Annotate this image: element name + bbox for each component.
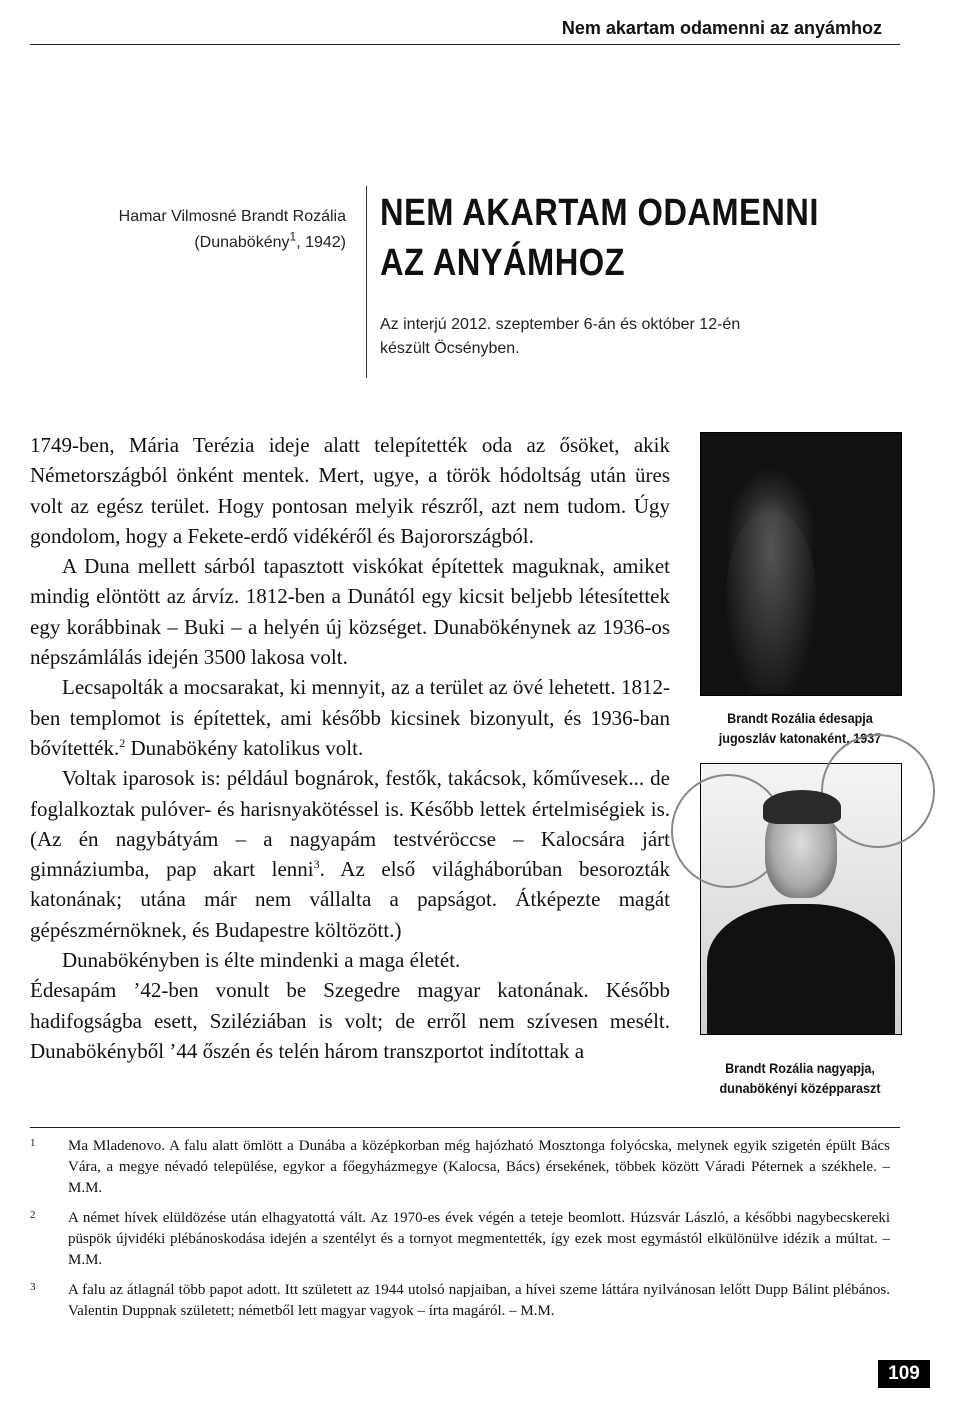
- footnote-number: 2: [30, 1209, 36, 1221]
- author-name: Hamar Vilmosné Brandt Rozália: [118, 208, 346, 225]
- photo-figure: [726, 513, 816, 693]
- page-number: 109: [878, 1360, 930, 1388]
- photo-caption-2: [699, 1058, 901, 1098]
- footnotes: [30, 1136, 890, 1331]
- footnote-text: A német hívek elüldözése után elhagyatottá vált. Az 1970-es évek végén a teteje beomlott. Húzsvár László, a későbbi nagybecskereki püspök újvidéki plébánoskodása idején a szentélyt és a tornyot megmentették, így ezek most egymástól elkülönülve idézik a múltat. – M.M.: [68, 1210, 890, 1268]
- title-line-1: NEM AKARTAM ODAMENNI: [380, 192, 819, 234]
- paragraph-5: Dunabökényben is élte mindenki a maga életét.: [62, 948, 461, 973]
- author-origin: (Dunabökény$^1$, 1942): [194, 229, 346, 251]
- portrait-shoulders: [707, 904, 895, 1034]
- footnote-rule: [30, 1127, 900, 1128]
- article-title: [380, 188, 862, 288]
- paragraph-2: A Duna mellett sárból tapasztott viskókat építettek maguknak, amiket mindig elöntött az árvíz. 1812-ben a Dunától egy kicsit beljebb létesítettek egy korábbinak – Buki – a helyén új községet. Dunabökénynek az 1936-os népszámlálás idején 3500 lakosa volt.: [30, 554, 670, 670]
- footnote-3: [30, 1280, 890, 1322]
- footnote-1: [30, 1136, 890, 1199]
- footnote-2: [30, 1208, 890, 1271]
- title-divider: [366, 186, 367, 378]
- photo-father-soldier: [700, 432, 902, 696]
- interview-note: [380, 313, 860, 361]
- stamp-mark: [821, 734, 935, 848]
- portrait-hair: [763, 790, 841, 824]
- paragraph-6: Édesapám ’42-ben vonult be Szegedre magyar katonának. Később hadifogságba esett, Sziléziában is volt; de erről nem szívesen mesélt. Dunabökényből ’44 őszén és telén három transzportot indítottak a: [30, 978, 670, 1063]
- paragraph-1: 1749-ben, Mária Terézia ideje alatt telepítették oda az ősöket, akik Németországból önként mentek. Mert, ugye, a török hódoltság után üres volt az egész terület. Hogy pontosan melyik részről, azt nem tudom. Úgy gondolom, hogy a Fekete-erdő vidékéről és Bajorországból.: [30, 433, 670, 548]
- header-rule: [30, 44, 900, 45]
- footnote-number: 3: [30, 1281, 36, 1293]
- paragraph-3: Lecsapolták a mocsarakat, ki mennyit, az a terület az övé lehetett. 1812-ben templomot is építettek, ami később kicsinek bizonyult, és 1936-ban bővítették.$^2$ Dunabökény katolikus volt.: [30, 675, 670, 760]
- photo-grandfather-portrait: [700, 763, 902, 1035]
- title-line-2: AZ ANYÁMHOZ: [380, 242, 625, 284]
- footnote-text: A falu az átlagnál több papot adott. Itt született az 1944 utolsó napjaiban, a hívei szeme láttára nyilvánosan lelőtt Dupp Bálint plébános. Valentin Duppnak született; németből lett magyar vagyok – írta magáról. – M.M.: [68, 1282, 890, 1319]
- interview-note-line-2: készült Öcsényben.: [380, 340, 520, 357]
- footnote-text: Ma Mladenovo. A falu alatt ömlött a Dunába a középkorban még hajózható Mosztonga folyócska, melynek egyik szigetén épült Bács Vára, a megye névadó települése, egykor a főegyházmegye (Kalocsa, Bács) érsekének, többek között Váradi Péternek a székhele. – M.M.: [68, 1138, 890, 1196]
- footnote-ref-3[interactable]: 3: [313, 857, 320, 872]
- caption-1-line-1: Brandt Rozália édesapja: [727, 710, 873, 726]
- footnote-ref-2[interactable]: 2: [119, 735, 126, 750]
- footnote-number: 1: [30, 1137, 36, 1149]
- caption-2-line-1: Brandt Rozália nagyapja,: [725, 1060, 875, 1076]
- caption-1-line-2: jugoszláv katonaként, 1937: [718, 730, 882, 746]
- paragraph-4: Voltak iparosok is: például bognárok, festők, takácsok, kőművesek... de foglalkoztak pulóver- és harisnyakötéssel is. Később lettek értelmiségiek is. (Az én nagybátyám – a nagyapám testvéröccse – Kalocsára járt gimnáziumba, pap akart lenni$^3$. Az első világháborúban besorozták katonának; utána már nem vállalta a papságot. Átképezte magát gépészmérnöknek, és Budapestre költözött.): [30, 766, 670, 942]
- interview-note-line-1: Az interjú 2012. szeptember 6-án és október 12-én: [380, 316, 741, 333]
- author-block: [60, 204, 346, 256]
- caption-2-line-2: dunabökényi középparaszt: [719, 1080, 881, 1096]
- article-body: [30, 430, 670, 1066]
- running-title: Nem akartam odamenni az anyámhoz: [561, 18, 882, 38]
